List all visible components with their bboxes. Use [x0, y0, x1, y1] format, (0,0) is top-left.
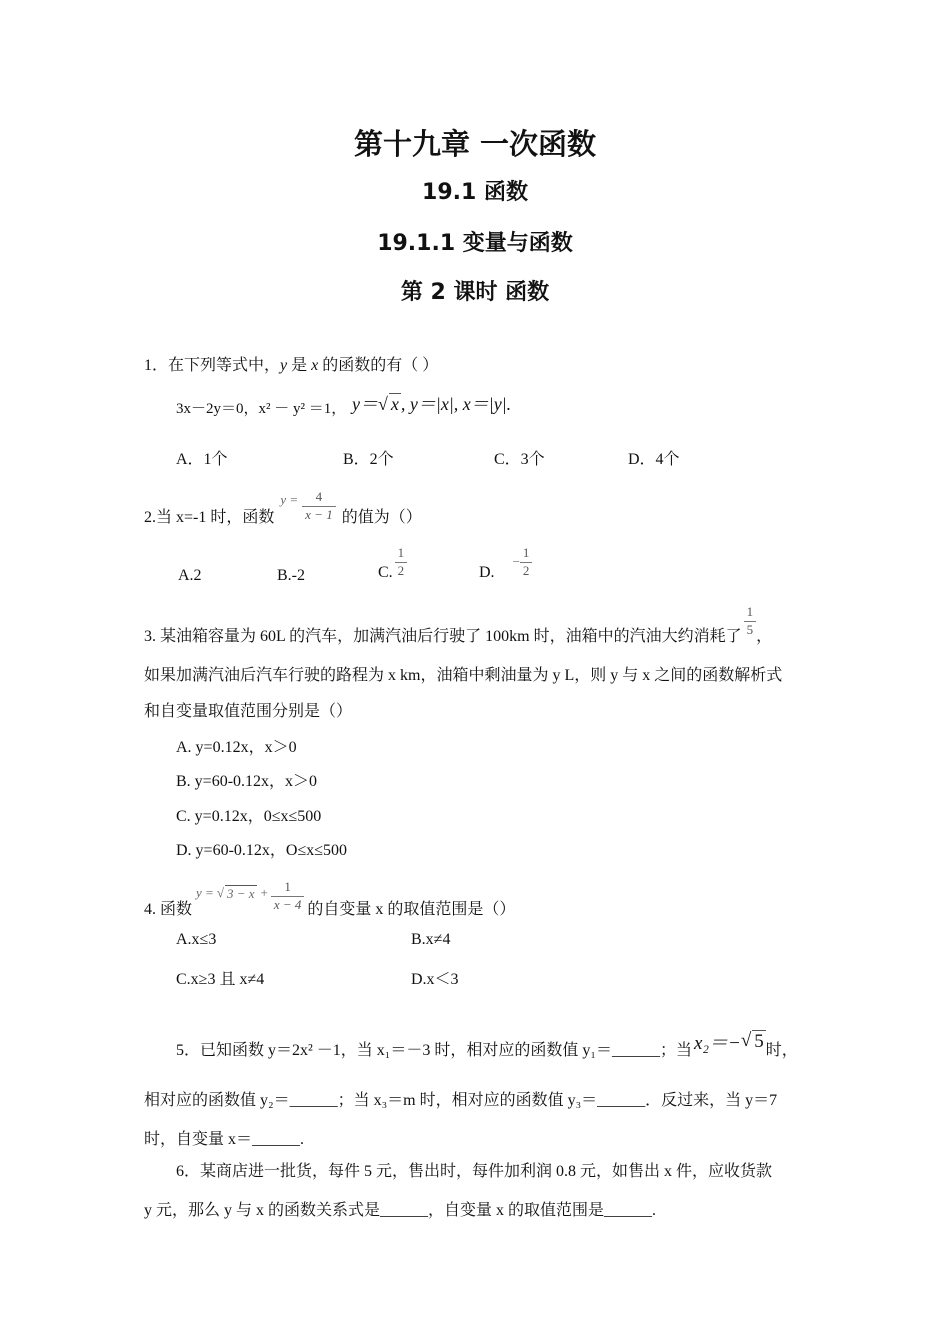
q4-option-a: A.x≤3 [176, 931, 217, 948]
chapter-title: 第十九章 一次函数 [353, 127, 597, 161]
q3-option-a: A. y=0.12x，x＞0 [176, 739, 297, 756]
q4-fn-rad: 3 − x [226, 885, 255, 901]
q2-option-b: B.-2 [277, 567, 305, 584]
q2-option-d [479, 540, 532, 584]
q1-option-d: D．4个 [628, 451, 680, 468]
q1-eq-b-rad: x [390, 394, 399, 414]
q1-stem-prefix: 1．在下列等式中， [144, 357, 281, 374]
q5-line1-a: 5．已知函数 y＝2x² －1，当 x₁＝－3 时，相对应的函数值 y₁＝______；当 [176, 1041, 692, 1059]
q4-fn-den: x − 4 [271, 896, 305, 912]
q2-fn-fraction [302, 490, 336, 522]
q2-option-d-den: 2 [520, 562, 533, 578]
q1-eq-b-post: , y＝|x|, x＝|y|. [400, 394, 512, 414]
q5-line2: 相对应的函数值 y₂＝______；当 x₃＝m 时，相对应的函数值 y₃＝______．反过来，当 y＝7 [144, 1092, 778, 1109]
q5-x2-expr-pre: x₂＝− [693, 1032, 741, 1054]
q1-stem-mid: 是 [287, 357, 312, 374]
q2-option-c [378, 540, 407, 584]
q4-fn-num: 1 [284, 879, 291, 895]
q4-option-b: B.x≠4 [411, 931, 451, 948]
q3-fraction [744, 605, 757, 637]
q5-x2-expr-rad: 5 [754, 1030, 764, 1052]
q3-frac-den: 5 [744, 621, 757, 637]
q2-option-d-label: D. [479, 564, 495, 581]
q1-eq-b-pre: y＝ [352, 394, 378, 414]
q1-option-a: A．1个 [176, 451, 228, 468]
q1-var-y: y [280, 357, 288, 374]
q1-option-b: B．2个 [343, 451, 394, 468]
q5-line1: 5．已知函数 y＝2x² －1，当 x₁＝－3 时，相对应的函数值 y₁＝______；当 x₂＝− √ 5 时， [176, 1024, 798, 1064]
q1-equations-a: 3x－2y＝0，x² － y² ＝1， [176, 401, 347, 417]
q2-option-c-den: 2 [395, 562, 408, 578]
section-title: 19.1 函数 [422, 180, 528, 205]
q2-option-d-sign: − [512, 554, 520, 569]
q1-equations-b: y＝√ x , y＝|x|, x＝|y|. [352, 394, 512, 414]
q3-line1 [144, 598, 772, 644]
q1-var-x: x [311, 357, 319, 374]
q2-prefix: 2.当 x=-1 时，函数 [144, 508, 275, 526]
q3-line3: 和自变量取值范围分别是（） [144, 703, 353, 720]
q4-fn-lhs: y = [196, 885, 214, 900]
q4-fn-fraction [271, 880, 305, 912]
q4-option-d: D.x＜3 [411, 971, 459, 988]
q3-line1-text: 3. 某油箱容量为 60L 的汽车，加满汽油后行驶了 100km 时，油箱中的汽油大约消耗了 [144, 627, 742, 645]
q4-suffix: 的自变量 x 的取值范围是（） [307, 900, 516, 918]
q2-option-c-fraction [395, 546, 408, 578]
q2-fn-num: 4 [315, 489, 323, 505]
q2-option-d-fraction [520, 546, 533, 578]
q2-option-c-label: C. [378, 564, 393, 581]
q3-option-c: C. y=0.12x，0≤x≤500 [176, 808, 322, 825]
lesson-title: 第 2 课时 函数 [400, 280, 550, 305]
q2-suffix: 的值为（） [341, 508, 422, 526]
q3-option-d: D. y=60-0.12x，O≤x≤500 [176, 842, 348, 859]
q3-option-b: B. y=60-0.12x，x＞0 [176, 773, 318, 790]
q2-fn-lhs: y = [280, 492, 299, 507]
q4-prefix: 4. 函数 [144, 900, 193, 918]
q6-line2: y 元，那么 y 与 x 的函数关系式是______，自变量 x 的取值范围是______. [144, 1202, 657, 1219]
q1-stem-suffix: 的函数的有（ ） [318, 357, 439, 374]
q3-frac-num: 1 [746, 604, 754, 620]
q4-stem: 4. 函数 y = √ 3 − x + $\frac{1}{x - 4}$ 的自变量 x 的取值范围是（） [144, 879, 516, 918]
q2-option-a: A.2 [178, 567, 202, 584]
q3-line1-end: ， [756, 627, 773, 645]
q5-line1-b: 时， [765, 1041, 798, 1059]
q1-stem [144, 352, 438, 375]
q2-stem [144, 478, 422, 534]
q6-line1: 6．某商店进一批货，每件 5 元，售出时，每件加利润 0.8 元，如售出 x 件，应收货款 [176, 1163, 773, 1180]
q5-line3: 时，自变量 x＝______. [144, 1131, 305, 1148]
q2-fn-den: x − 1 [302, 506, 336, 522]
q4-fn-plus: + [260, 885, 268, 900]
q4-option-c: C.x≥3 且 x≠4 [176, 971, 265, 988]
q2-option-d-num: 1 [522, 545, 530, 561]
q2-option-c-num: 1 [397, 545, 405, 561]
subsection-title: 19.1.1 变量与函数 [377, 231, 573, 256]
q1-option-c: C．3个 [494, 451, 545, 468]
q3-line2: 如果加满汽油后汽车行驶的路程为 x km，油箱中剩油量为 y L，则 y 与 x 之间的函数解析式 [144, 667, 783, 684]
